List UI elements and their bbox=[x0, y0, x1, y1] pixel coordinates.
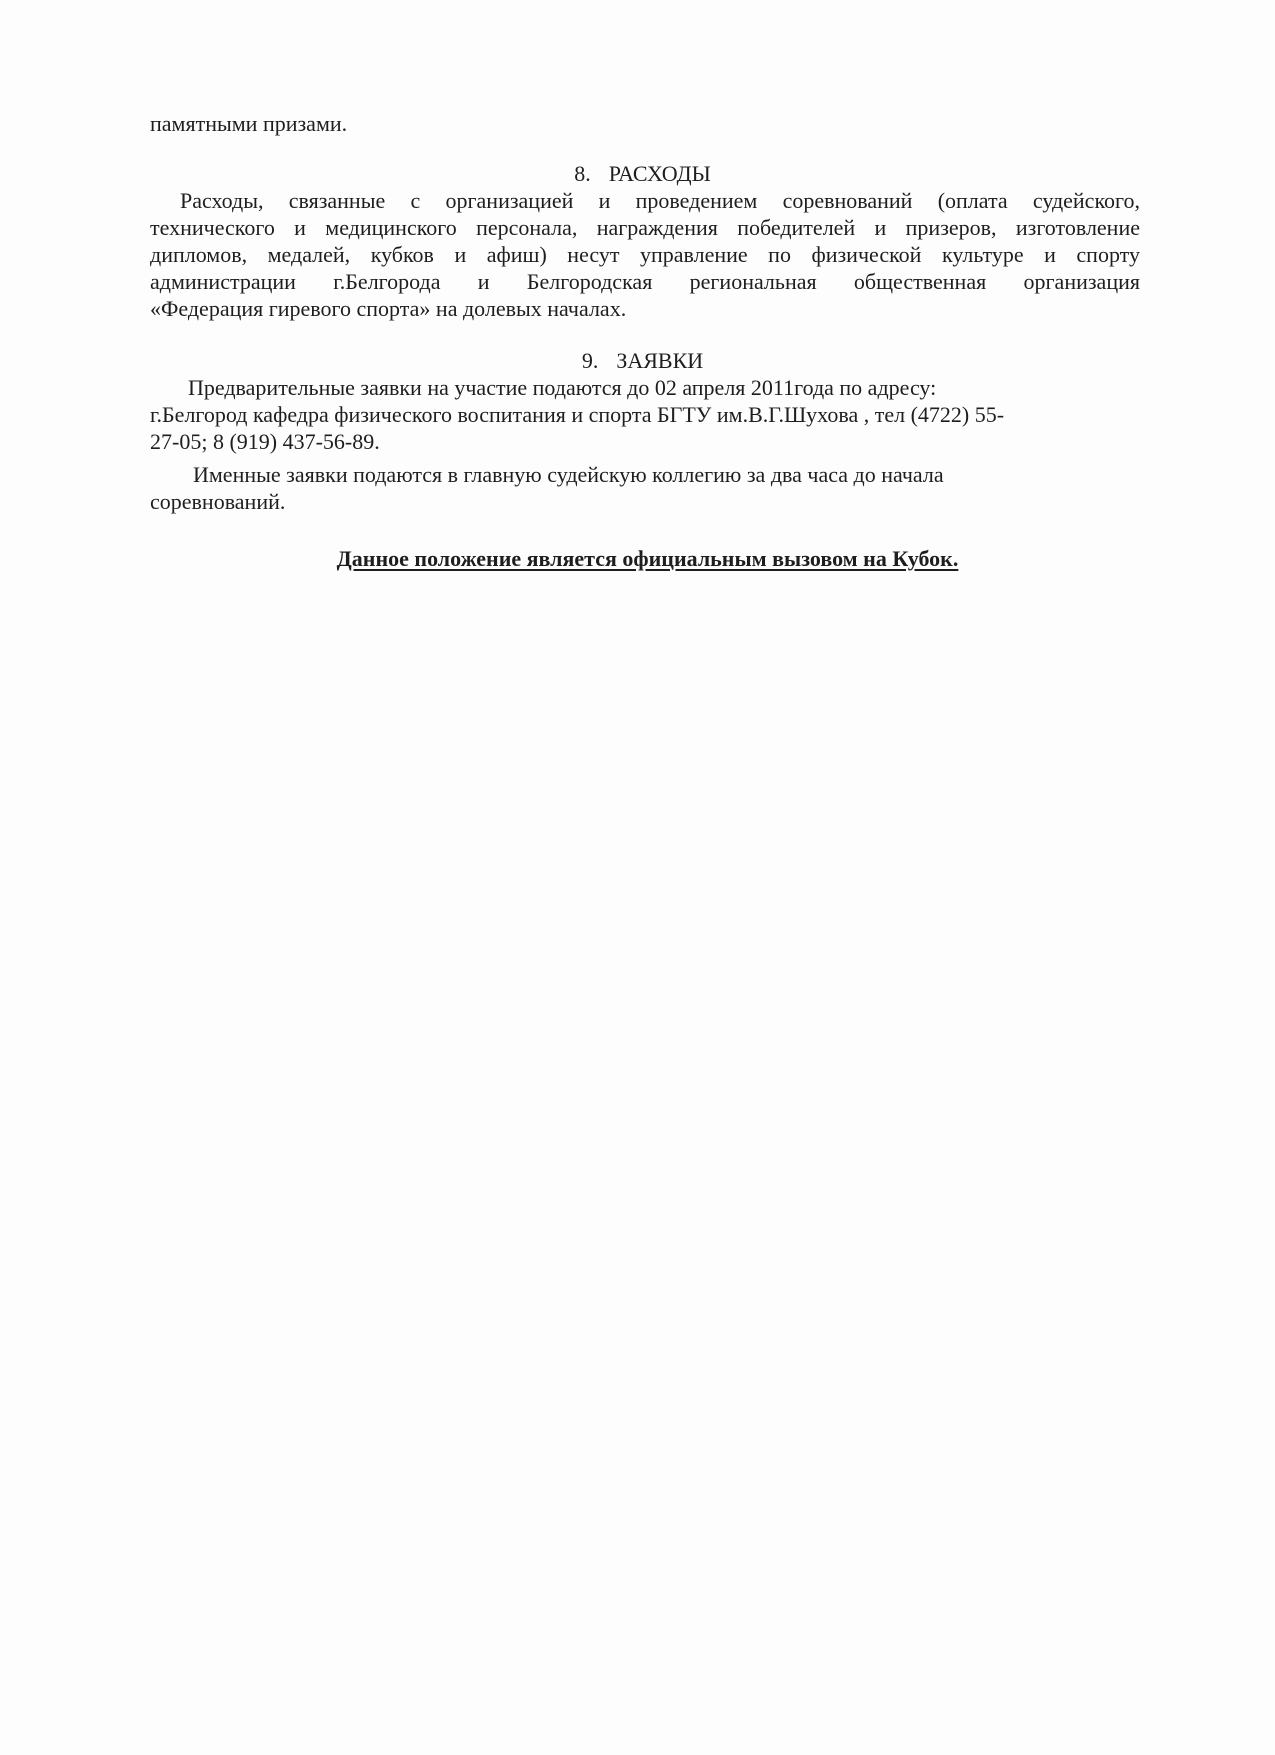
section-8-line-5: «Федерация гиревого спорта» на долевых началах. bbox=[150, 296, 627, 321]
intro-line: памятными призами. bbox=[150, 111, 348, 136]
section-9-heading bbox=[0, 347, 1275, 375]
section-9-title: ЗАЯВКИ bbox=[616, 348, 704, 373]
section-8-heading bbox=[0, 160, 1275, 188]
section-8-title: РАСХОДЫ bbox=[608, 161, 711, 186]
closing-statement: Данное положение является официальным вызовом на Кубок. bbox=[336, 546, 959, 571]
section-9-number: 9. bbox=[581, 348, 599, 373]
section-8-line-1: Расходы, связанные с организацией и проведением соревнований (оплата судейского, bbox=[180, 188, 1140, 213]
section-9-line-2: г.Белгород кафедра физического воспитания и спорта БГТУ им.В.Г.Шухова , тел (4722) 55- bbox=[150, 402, 1005, 427]
section-8-line-2: технического и медицинского персонала, награждения победителей и призеров, изготовление bbox=[150, 215, 1140, 240]
section-9-line-5: соревнований. bbox=[150, 489, 286, 514]
section-9-line-3: 27-05; 8 (919) 437-56-89. bbox=[150, 429, 380, 454]
section-8-line-4: администрации г.Белгорода и Белгородская региональная общественная организация bbox=[150, 269, 1140, 294]
section-8-line-3: дипломов, медалей, кубков и афиш) несут управление по физической культуре и спорту bbox=[150, 242, 1140, 267]
section-8-number: 8. bbox=[574, 161, 591, 186]
section-9-line-1: Предварительные заявки на участие подаются до 02 апреля 2011года по адресу: bbox=[188, 375, 937, 400]
section-9-line-4: Именные заявки подаются в главную судейскую коллегию за два часа до начала bbox=[193, 462, 944, 487]
